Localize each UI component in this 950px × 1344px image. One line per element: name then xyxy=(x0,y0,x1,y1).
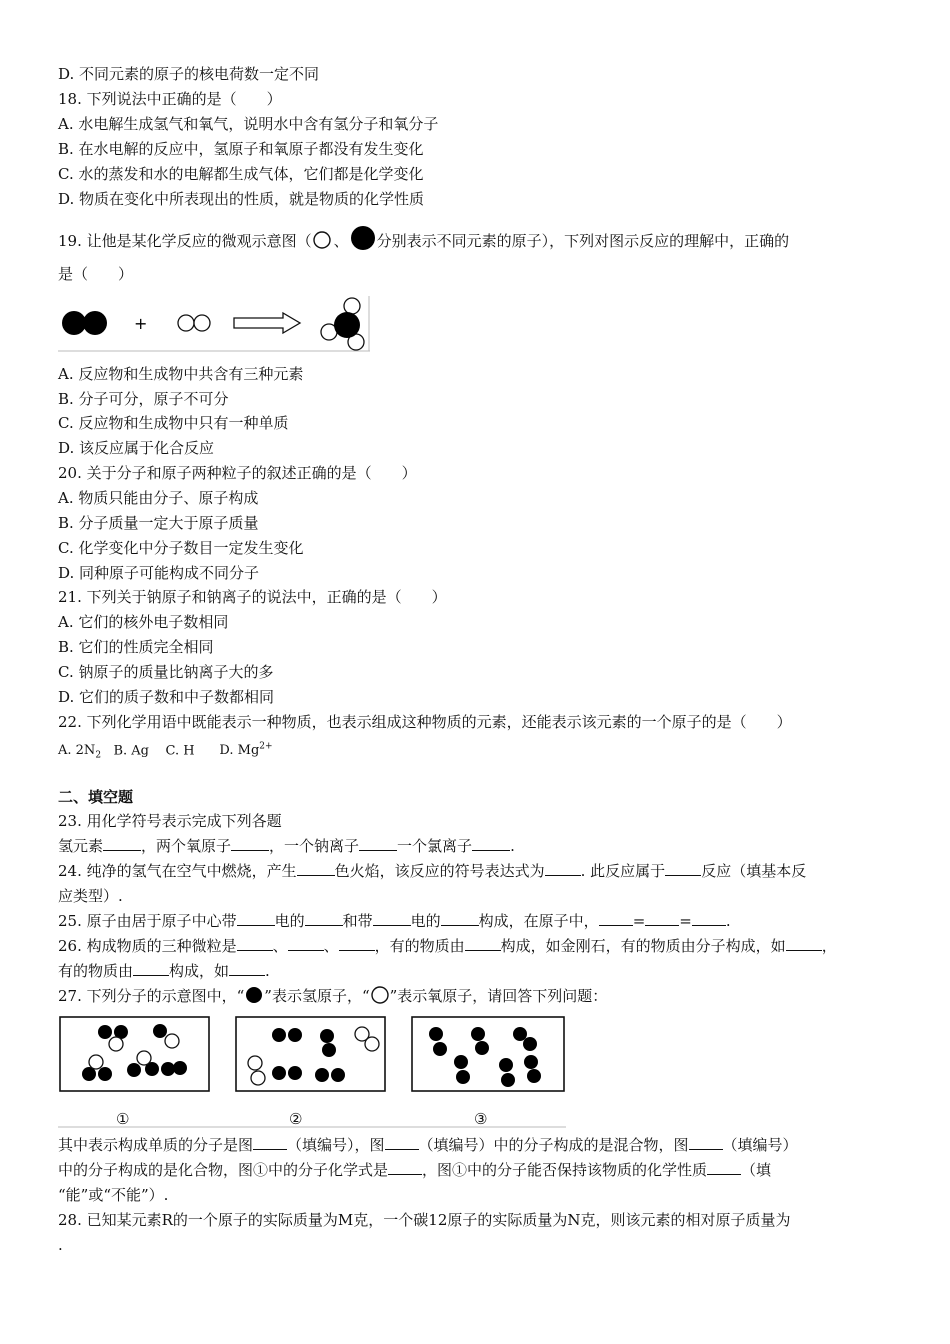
q28-line1: 28. 已知某元素R的一个原子的实际质量为M克，一个碳12原子的实际质量为N克，则该元素的相对原子质量为 xyxy=(58,1211,791,1229)
answer-blank[interactable] xyxy=(373,925,411,926)
answer-blank[interactable] xyxy=(441,925,479,926)
answer-blank[interactable] xyxy=(388,1174,422,1175)
diagram-box-2 xyxy=(236,1017,385,1091)
q20-option-d: D. 同种原子可能构成不同分子 xyxy=(58,564,260,582)
diagram-box-3 xyxy=(412,1017,564,1091)
answer-blank[interactable] xyxy=(786,950,822,951)
q21-option-a: A. 它们的核外电子数相同 xyxy=(58,613,229,631)
q27-line1: 其中表示构成单质的分子是图 （填编号），图 （填编号）中的分子构成的是混合物，图 （填编号） xyxy=(58,1136,798,1154)
q22-options xyxy=(58,737,273,766)
answer-blank[interactable] xyxy=(689,1149,723,1150)
reaction-arrow-icon xyxy=(234,313,300,333)
answer-blank[interactable] xyxy=(288,950,324,951)
black-atom-icon xyxy=(349,226,377,252)
answer-blank[interactable] xyxy=(707,1174,741,1175)
q20-stem: 20. 关于分子和原子两种粒子的叙述正确的是（ ） xyxy=(58,464,417,482)
answer-blank[interactable] xyxy=(133,975,169,976)
section-title: 二、填空题 xyxy=(58,788,134,806)
q23-line: 氢元素 ，两个氧原子 ，一个钠离子 一个氯离子 . xyxy=(58,837,515,855)
q24-line2: 应类型）. xyxy=(58,887,123,905)
q20-option-b: B. 分子质量一定大于原子质量 xyxy=(58,514,259,532)
white-molecule-reactant xyxy=(178,315,210,331)
q20-option-c: C. 化学变化中分子数目一定发生变化 xyxy=(58,539,304,557)
q19-option-b: B. 分子可分，原子不可分 xyxy=(58,390,229,408)
answer-blank[interactable] xyxy=(359,850,397,851)
product-molecule xyxy=(321,298,364,350)
white-atom-icon xyxy=(312,230,334,250)
q23-stem: 23. 用化学符号表示完成下列各题 xyxy=(58,812,282,830)
q20-option-a: A. 物质只能由分子、原子构成 xyxy=(58,489,259,507)
q19-option-a: A. 反应物和生成物中共含有三种元素 xyxy=(58,365,304,383)
answer-blank[interactable] xyxy=(692,925,726,926)
answer-blank[interactable] xyxy=(385,1149,419,1150)
q19-stem-line2: 是（ ） xyxy=(58,265,134,283)
molecule-diagrams xyxy=(56,1012,568,1130)
diagram-label-1: ① xyxy=(116,1110,130,1128)
q19-stem: 19. 让他是某化学反应的微观示意图（ 、 分别表示不同元素的原子），下列对图示反应的理解中，正确的 xyxy=(58,226,789,252)
answer-blank[interactable] xyxy=(297,875,335,876)
q18-option-d: D. 物质在变化中所表现出的性质，就是物质的化学性质 xyxy=(58,190,425,208)
answer-blank[interactable] xyxy=(545,875,581,876)
black-molecule-reactant xyxy=(62,311,107,335)
q28-line2: . xyxy=(58,1236,63,1254)
answer-blank[interactable] xyxy=(339,950,375,951)
q21-stem: 21. 下列关于钠原子和钠离子的说法中，正确的是（ ） xyxy=(58,588,447,606)
q26-line2: 有的物质由 构成，如 . xyxy=(58,962,270,980)
answer-blank[interactable] xyxy=(665,875,701,876)
q17-option-d: D. 不同元素的原子的核电荷数一定不同 xyxy=(58,65,320,83)
q19-option-d: D. 该反应属于化合反应 xyxy=(58,439,215,457)
answer-blank[interactable] xyxy=(645,925,679,926)
q22-option-c: C. H xyxy=(165,743,195,759)
q22-option-b: B. Ag xyxy=(113,743,149,759)
answer-blank[interactable] xyxy=(465,950,501,951)
q18-option-a: A. 水电解生成氢气和氧气，说明水中含有氢分子和氧分子 xyxy=(58,115,439,133)
plus-sign: + xyxy=(134,314,148,333)
oxygen-atom-icon xyxy=(370,985,390,1005)
answer-blank[interactable] xyxy=(472,850,510,851)
q19-option-c: C. 反应物和生成物中只有一种单质 xyxy=(58,414,289,432)
answer-blank[interactable] xyxy=(229,975,265,976)
q24-line1: 24. 纯净的氢气在空气中燃烧，产生 色火焰，该反应的符号表达式为 . 此反应属于 反应（填基本反 xyxy=(58,862,807,880)
answer-blank[interactable] xyxy=(599,925,633,926)
answer-blank[interactable] xyxy=(237,925,275,926)
q18-stem: 18. 下列说法中正确的是（ ） xyxy=(58,90,282,108)
q22-option-a: A. $2N_2$ xyxy=(58,743,102,761)
q21-option-c: C. 钠原子的质量比钠离子大的多 xyxy=(58,663,274,681)
q18-option-b: B. 在水电解的反应中，氢原子和氧原子都没有发生变化 xyxy=(58,140,424,158)
q27-line3: “能”或“不能”）. xyxy=(58,1186,169,1204)
answer-blank[interactable] xyxy=(231,850,269,851)
diagram-label-2: ② xyxy=(289,1110,303,1128)
q27-stem: 27. 下列分子的示意图中，“ ”表示氢原子，“ ”表示氧原子，请回答下列问题： xyxy=(58,987,608,1005)
diagram-label-3: ③ xyxy=(474,1110,488,1128)
diagram-box-1 xyxy=(60,1017,209,1091)
q21-option-d: D. 它们的质子数和中子数都相同 xyxy=(58,688,275,706)
q25-line: 25. 原子由居于原子中心带 电的 和带 电的 构成，在原子中， = = . xyxy=(58,912,731,930)
q22-option-d: D. $Mg^{2+}$ xyxy=(219,742,273,759)
hydrogen-atom-icon xyxy=(244,985,264,1005)
answer-blank[interactable] xyxy=(305,925,343,926)
q27-line2: 中的分子构成的是化合物，图①中的分子化学式是 ，图①中的分子能否保持该物质的化学性质 （填 xyxy=(58,1161,772,1179)
answer-blank[interactable] xyxy=(237,950,273,951)
q26-line1: 26. 构成物质的三种微粒是 、 、 ，有的物质由 构成，如金刚石，有的物质由分子构成，如 ， xyxy=(58,937,837,955)
q21-option-b: B. 它们的性质完全相同 xyxy=(58,638,214,656)
reaction-diagram xyxy=(58,294,372,352)
q22-stem: 22. 下列化学用语中既能表示一种物质，也表示组成这种物质的元素，还能表示该元素的一个原子的是（ ） xyxy=(58,713,792,731)
answer-blank[interactable] xyxy=(253,1149,287,1150)
q18-option-c: C. 水的蒸发和水的电解都生成气体，它们都是化学变化 xyxy=(58,165,424,183)
answer-blank[interactable] xyxy=(103,850,141,851)
